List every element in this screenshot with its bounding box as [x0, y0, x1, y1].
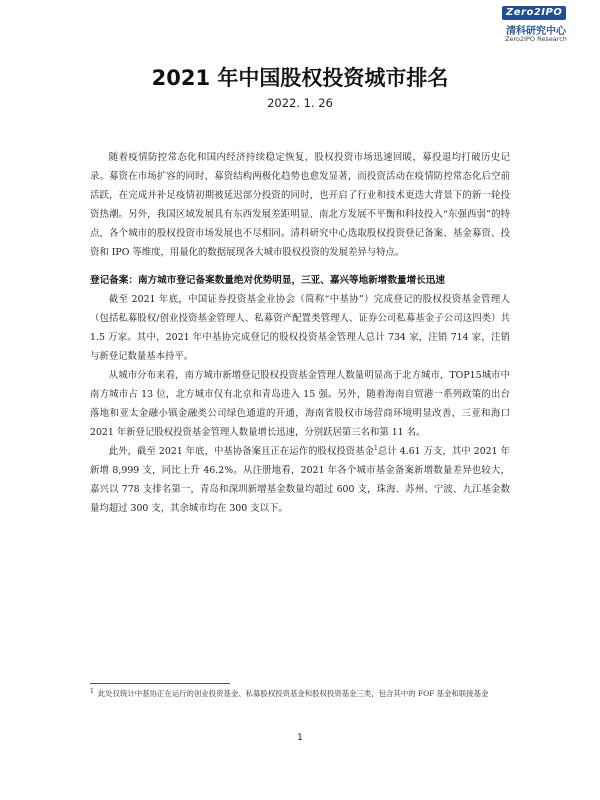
paragraph-3-part-2: 总计 4.61 万支，其中 2021 年新增 8,999 支，同比上升 46.2%。从注册地看，2021 年各个城市基金备案新增数量差异也较大，嘉兴以 778 支排名第一，青岛和深圳新增基金数量均超过 600 支，珠海、苏州、宁波、九江基金数量均超过 300 支，其余城市均在 300 支以下。: [90, 446, 510, 514]
intro-paragraph: 随着疫情防控常态化和国内经济持续稳定恢复，股权投资市场迅速回暖，募投退均打破历史记录。募资在市场扩容的同时，募资结构两极化趋势也愈发显著，而投资活动在疫情防控常态化后空前活跃，在完成并补足疫情初期被延迟部分投资的同时，也开启了行业和技术更迭大背景下的新一轮投资热潮。另外，我国区域发展具有东西发展差距明显、南北方发展不平衡和科技投入“东强西弱”的特点，各个城市的股权投资市场发展也不尽相同。清科研究中心选取股权投资登记备案、基金募资、投资和 IPO 等维度，用量化的数据展现各大城市股权投资的发展差异与特点。: [90, 152, 510, 258]
paragraph-3-part-1: 此外，截至 2021 年底，中基协备案且正在运作的股权投资基金: [108, 446, 375, 457]
page-number: 1: [297, 733, 303, 743]
footnote-number: 1: [90, 687, 94, 695]
document-date: 2022. 1. 26: [267, 96, 333, 110]
logo-mark-text: Zero2IPO: [502, 6, 566, 20]
intro-section: [90, 148, 510, 262]
footnote-text: 此处仅统计中基协正在运行的创业投资基金、私募股权投资基金和股权投资基金三类，包含其中的 FOF 基金和联接基金: [97, 689, 489, 698]
section-paragraph-3: [90, 442, 510, 518]
logo-subtitle: Zero2IPO Research: [505, 35, 567, 43]
section-paragraph-2: 从城市分布来看，南方城市新增登记股权投资基金管理人数量明显高于北方城市，TOP15城市中南方城市占 13 位，北方城市仅有北京和青岛进入 15 强。另外，随着海南自贸港一系列政策的出台落地和亚太金融小镇金融类公司绿色通道的开通，海南省股权市场营商环境明显改善，三亚和海口 2021 年新登记股权投资基金管理人数量增长迅速，分别跃居第三名和第 11 名。: [90, 370, 510, 438]
section-heading: 登记备案：南方城市登记备案数量绝对优势明显，三亚、嘉兴等地新增数量增长迅速: [90, 275, 445, 286]
footnote-reference[interactable]: 1: [374, 444, 378, 452]
footnote: [90, 687, 510, 701]
registration-section: [90, 271, 510, 518]
logo-mark: [502, 6, 566, 20]
footnote-divider: [90, 683, 230, 684]
document-title: 2021 年中国股权投资城市排名: [151, 66, 449, 90]
logo-name: 清科研究中心: [506, 26, 566, 37]
zero2ipo-logo: [466, 6, 586, 56]
section-paragraph-1: 截至 2021 年底，中国证券投资基金业协会（简称“中基协”）完成登记的股权投资基金管理人（包括私募股权/创业投资基金管理人、私募资产配置类管理人、证券公司私募基金子公司这四类）共 1.5 万家。其中，2021 年中基协完成登记的股权投资基金管理人总计 734 家，注销 714 家，注销与新登记数量基本持平。: [90, 294, 510, 362]
